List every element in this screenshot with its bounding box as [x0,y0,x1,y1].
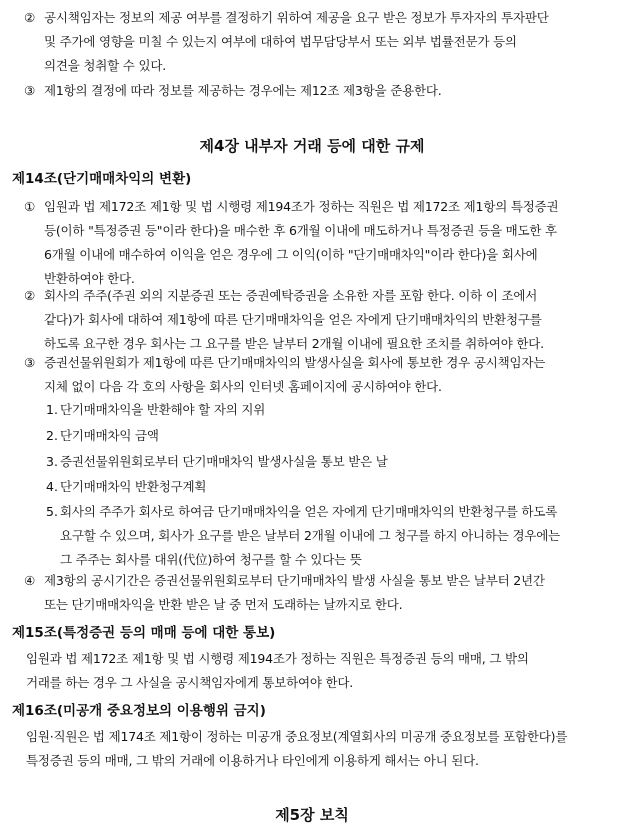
clause-text [44,6,614,78]
list-number: 1. [46,402,58,417]
text-line: 제1항의 결정에 따라 정보를 제공하는 경우에는 제12조 제3항을 준용한다. [44,83,442,98]
text-line: 단기매매차익을 반환해야 할 자의 지위 [60,402,266,417]
clause-number: ① [24,199,36,214]
text-line: 공시책임자는 정보의 제공 여부를 결정하기 위하여 제공을 요구 받은 정보가 투자자의 투자판단 [44,10,549,25]
list-text [60,500,616,572]
list-number: 2. [46,428,58,443]
clause-3 [24,79,614,103]
text-line: 제3항의 공시기간은 증권선물위원회로부터 단기매매차익 발생 사실을 통보 받은 날부터 2년간 [44,573,545,588]
clause-2 [24,284,614,356]
text-line: 증권선물위원회로부터 단기매매차익 발생사실을 통보 받은 날 [60,454,388,469]
article-title: 제14조(단기매매차익의 변환) [12,171,192,187]
text-line: 의견을 청취할 수 있다. [44,58,166,73]
list-item [46,475,616,499]
chapter-heading: 제4장 내부자 거래 등에 대한 규제 [199,137,425,155]
text-line: 회사의 주주가 회사로 하여금 단기매매차익을 얻은 자에게 단기매매차익의 반환청구를 하도록 [60,504,558,519]
text-line: 단기매매차익 반환청구계획 [60,479,207,494]
text-line: 임원과 법 제172조 제1항 및 법 시행령 제194조가 정하는 직원은 특정증권 등의 매매, 그 밖의 [26,651,529,666]
text-line: 회사의 주주(주권 외의 지분증권 또는 증권예탁증권을 소유한 자를 포함 한다. 이하 이 조에서 [44,288,538,303]
article-text [26,647,616,695]
text-line: 임원·직원은 법 제174조 제1항이 정하는 미공개 중요정보(계열회사의 미공개 중요정보를 포함한다)를 [26,729,568,744]
clause-number: ③ [24,83,36,98]
clause-number: ③ [24,355,36,370]
list-number: 5. [46,504,58,519]
clause-text [44,351,614,399]
clause-1 [24,195,614,291]
text-line: 반환하여야 한다. [44,271,135,286]
list-item [46,450,616,474]
clause-number: ② [24,10,36,25]
text-line: 지체 없이 다음 각 호의 사항을 회사의 인터넷 홈페이지에 공시하여야 한다. [44,379,442,394]
text-line: 증권선물위원회가 제1항에 따른 단기매매차익의 발생사실을 회사에 통보한 경우 공시책임자는 [44,355,546,370]
text-line: 단기매매차익 금액 [60,428,159,443]
text-line: 및 주가에 영향을 미칠 수 있는지 여부에 대하여 법무담당부서 또는 외부 법률전문가 등의 [44,34,517,49]
list-text [60,398,616,422]
list-number: 3. [46,454,58,469]
text-line: 같다)가 회사에 대하여 제1항에 따른 단기매매차익을 얻은 자에게 단기매매차익의 반환청구를 [44,312,542,327]
text-line: 임원과 법 제172조 제1항 및 법 시행령 제194조가 정하는 직원은 법 제172조 제1항의 특정증권 [44,199,559,214]
list-text [60,424,616,448]
clause-text [44,79,614,103]
text-line: 거래를 하는 경우 그 사실을 공시책임자에게 통보하여야 한다. [26,675,354,690]
text-line: 요구할 수 있으며, 회사가 요구를 받은 날부터 2개월 이내에 그 청구를 하지 아니하는 경우에는 [60,528,560,543]
list-number: 4. [46,479,58,494]
list-text [60,450,616,474]
text-line: 등(이하 "특정증권 등"이라 한다)을 매수한 후 6개월 이내에 매도하거나 특정증권 등을 매도한 후 [44,223,557,238]
clause-3 [24,351,614,399]
text-line: 또는 단기매매차익을 반환 받은 날 중 먼저 도래하는 날까지로 한다. [44,597,403,612]
list-item [46,500,616,572]
text-line: 하도록 요구한 경우 회사는 그 요구를 받은 날부터 2개월 이내에 필요한 조치를 취하여야 한다. [44,336,544,351]
list-item [46,398,616,422]
article-title: 제15조(특정증권 등의 매매 등에 대한 통보) [12,625,276,641]
clause-2 [24,6,614,78]
text-line: 그 주주는 회사를 대위(代位)하여 청구를 할 수 있다는 뜻 [60,552,362,567]
clause-4 [24,569,614,617]
clause-text [44,195,614,291]
clause-number: ② [24,288,36,303]
article-title: 제16조(미공개 중요정보의 이용행위 금지) [12,703,266,719]
text-line: 6개월 이내에 매수하여 이익을 얻은 경우에 그 이익(이하 "단기매매차익"이라 한다)을 회사에 [44,247,538,262]
clause-text [44,284,614,356]
clause-number: ④ [24,573,36,588]
article-text [26,725,616,773]
list-item [46,424,616,448]
clause-text [44,569,614,617]
list-text [60,475,616,499]
chapter-heading: 제5장 보칙 [275,806,349,824]
text-line: 특정증권 등의 매매, 그 밖의 거래에 이용하거나 타인에게 이용하게 해서는 아니 된다. [26,753,479,768]
